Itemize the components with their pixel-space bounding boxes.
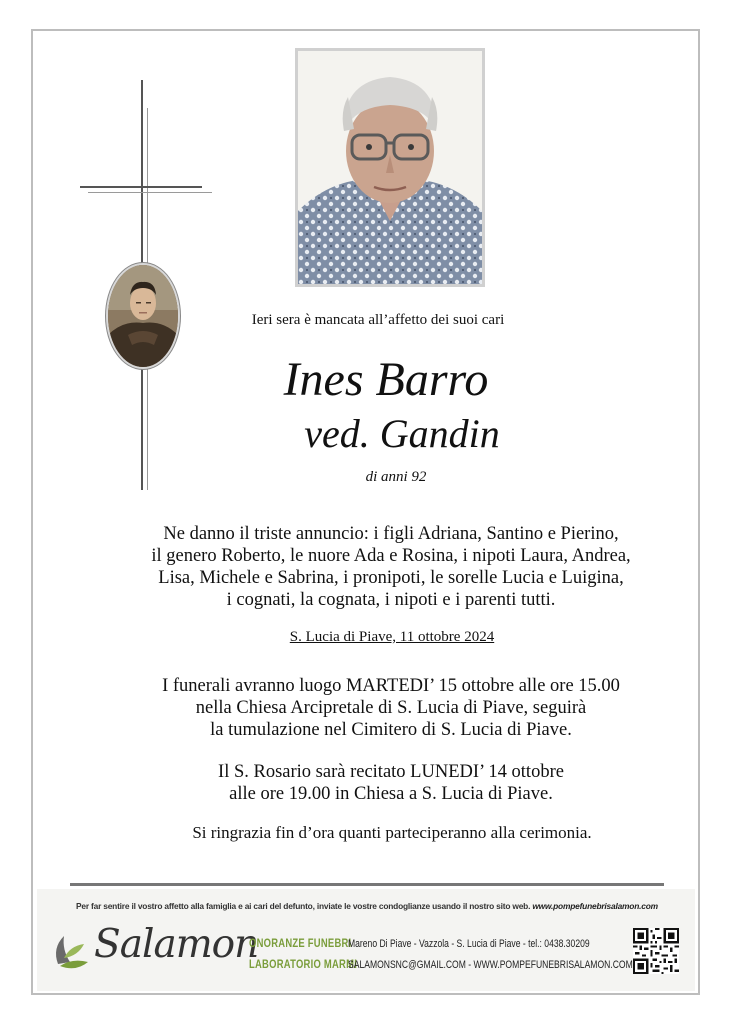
place-date: S. Lucia di Piave, 11 ottobre 2024 [289,629,495,645]
married-name: ved. Gandin [304,411,500,456]
contact-email-web[interactable]: SALAMONSNC@GMAIL.COM - WWW.POMPEFUNEBRISALAMON.COM [348,959,633,971]
footer-note [76,901,658,911]
rosary-info [25,761,732,805]
qr-code-icon[interactable] [633,928,679,974]
leaf-logo-icon [50,928,94,977]
family-line: Ne danno il triste annuncio: i figli Adriana, Santino e Pierino, [163,524,619,544]
footer-note-text: Per far sentire il vostro affetto alla famiglia e ai cari del defunto, inviate le vostre condoglianze usando il nostro sito web. [76,901,531,911]
funeral-line: I funerali avranno luogo MARTEDI’ 15 ottobre alle ore 15.00 [162,676,620,696]
company-logo-text: Salamon [94,922,259,967]
rosary-line: alle ore 19.00 in Chiesa a S. Lucia di Piave. [229,784,553,804]
family-line: il genero Roberto, le nuore Ada e Rosina, i nipoti Laura, Andrea, [151,546,631,566]
deceased-photo [295,48,485,287]
age-text: di anni 92 [365,469,427,485]
thanks-text: Si ringrazia fin d’ora quanti parteciperanno alla cerimonia. [192,823,592,842]
brand-line-funeral: ONORANZE FUNEBRI [249,938,352,950]
footer-divider [70,883,664,886]
family-line: i cognati, la cognata, i nipoti e i parenti tutti. [226,590,556,610]
intro-text: Ieri sera è mancata all’affetto dei suoi cari [251,312,505,328]
funeral-line: la tumulazione nel Cimitero di S. Lucia di Piave. [210,720,572,740]
funeral-line: nella Chiesa Arcipretale di S. Lucia di Piave, seguirà [195,698,587,718]
rosary-line: Il S. Rosario sarà recitato LUNEDI’ 14 ottobre [218,762,564,782]
funeral-info [25,675,732,741]
family-line: Lisa, Michele e Sabrina, i pronipoti, le sorelle Lucia e Luigina, [158,568,624,588]
family-announcement [25,523,732,611]
brand-line-marble: LABORATORIO MARMI [249,959,358,971]
footer-website-link[interactable]: www.pompefunebrisalamon.com [532,901,658,911]
contact-locations: Mareno Di Piave - Vazzola - S. Lucia di Piave - tel.: 0438.30209 [348,938,590,950]
deceased-name: Ines Barro [283,353,489,406]
